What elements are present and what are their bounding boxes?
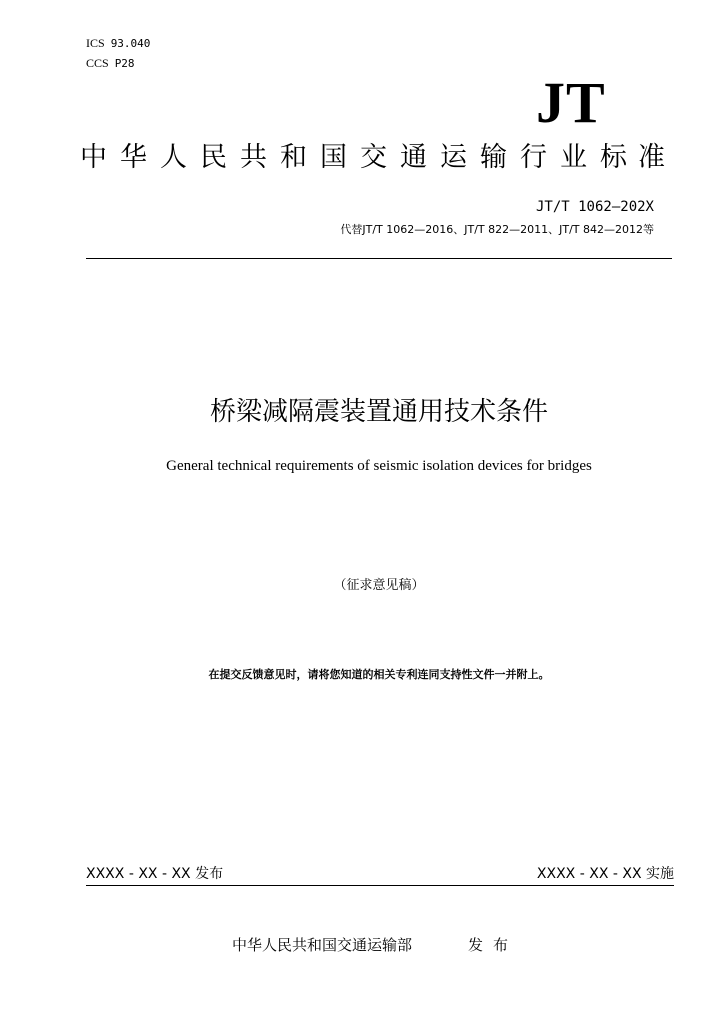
ccs-label: CCS	[86, 56, 109, 70]
ccs-classification	[86, 56, 135, 71]
header-divider	[86, 258, 672, 259]
document-title-en: General technical requirements of seismic isolation devices for bridges	[166, 458, 592, 474]
standard-number: JT/T 1062—202X	[535, 199, 654, 215]
footer-divider	[86, 885, 674, 886]
authority-char: 输	[480, 142, 507, 173]
replaced-standards: 代替JT/T 1062—2016、JT/T 822—2011、JT/T 842—2012等	[340, 223, 654, 236]
authority-title	[0, 138, 724, 178]
authority-char: 交	[360, 142, 387, 173]
authority-char: 标	[600, 142, 627, 173]
issuing-authority: 中华人民共和国交通运输部	[232, 936, 413, 954]
authority-char: 人	[160, 142, 187, 173]
issue-verb: 发布	[468, 936, 519, 954]
authority-char: 国	[320, 142, 347, 173]
patent-notice: 在提交反馈意见时，请将您知道的相关专利连同支持性文件一并附上。	[208, 668, 550, 681]
authority-char: 和	[280, 142, 307, 173]
ccs-code: P28	[114, 57, 135, 70]
authority-char: 业	[560, 142, 587, 173]
ics-classification	[86, 36, 150, 51]
ics-label: ICS	[86, 36, 105, 50]
draft-status: （征求意见稿）	[333, 578, 425, 593]
ics-code: 93.040	[110, 37, 151, 50]
implementation-date: XXXX - XX - XX 实施	[536, 866, 674, 882]
authority-char: 准	[638, 142, 665, 173]
authority-char: 民	[200, 142, 227, 173]
issue-date: XXXX - XX - XX 发布	[86, 866, 224, 882]
authority-char: 运	[440, 142, 467, 173]
authority-char: 中	[80, 142, 107, 173]
authority-char: 行	[520, 142, 547, 173]
document-title-cn: 桥梁减隔震装置通用技术条件	[209, 397, 548, 427]
authority-char: 共	[240, 142, 267, 173]
authority-char: 华	[120, 142, 147, 173]
jt-logo: JT	[536, 70, 606, 135]
authority-char: 通	[400, 142, 427, 173]
